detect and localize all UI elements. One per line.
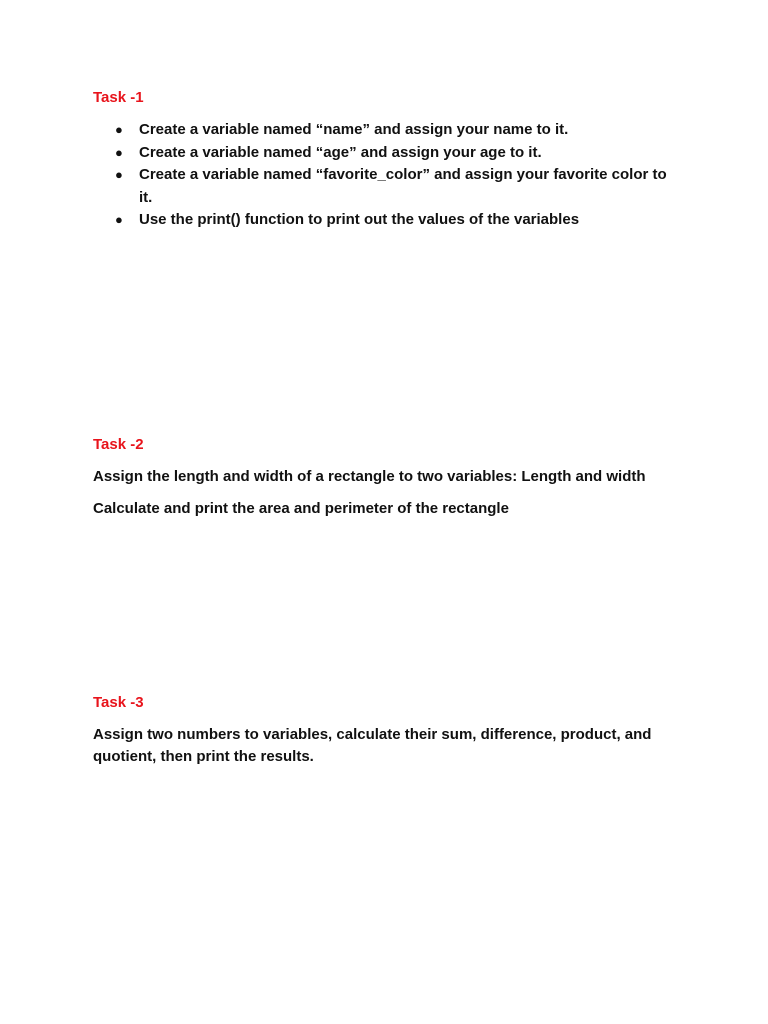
task-2-line-1: Assign the length and width of a rectangle to two variables: Length and width xyxy=(93,468,646,485)
task-3-heading: Task -3 xyxy=(93,694,144,711)
list-item xyxy=(93,142,683,165)
task-1-heading: Task -1 xyxy=(93,89,144,106)
bullet-icon: ● xyxy=(115,212,123,227)
bullet-text: Create a variable named “age” and assign your age to it. xyxy=(139,143,542,161)
bullet-icon: ● xyxy=(115,122,123,137)
list-item xyxy=(93,119,683,142)
bullet-text: Use the print() function to print out the values of the variables xyxy=(139,211,580,228)
list-item xyxy=(93,164,683,209)
task-3-text: Assign two numbers to variables, calculate their sum, difference, product, and quotient, then print the results. xyxy=(93,726,652,765)
task-1-bullet-list xyxy=(93,119,683,232)
task-2-line-2: Calculate and print the area and perimeter of the rectangle xyxy=(93,500,509,517)
list-item xyxy=(93,209,683,232)
bullet-icon: ● xyxy=(115,167,123,182)
bullet-text: Create a variable named “favorite_color” and assign your favorite color to it. xyxy=(139,166,667,206)
bullet-icon: ● xyxy=(115,144,123,160)
bullet-text: Create a variable named “name” and assign your name to it. xyxy=(139,121,569,138)
task-2-heading: Task -2 xyxy=(93,436,144,453)
